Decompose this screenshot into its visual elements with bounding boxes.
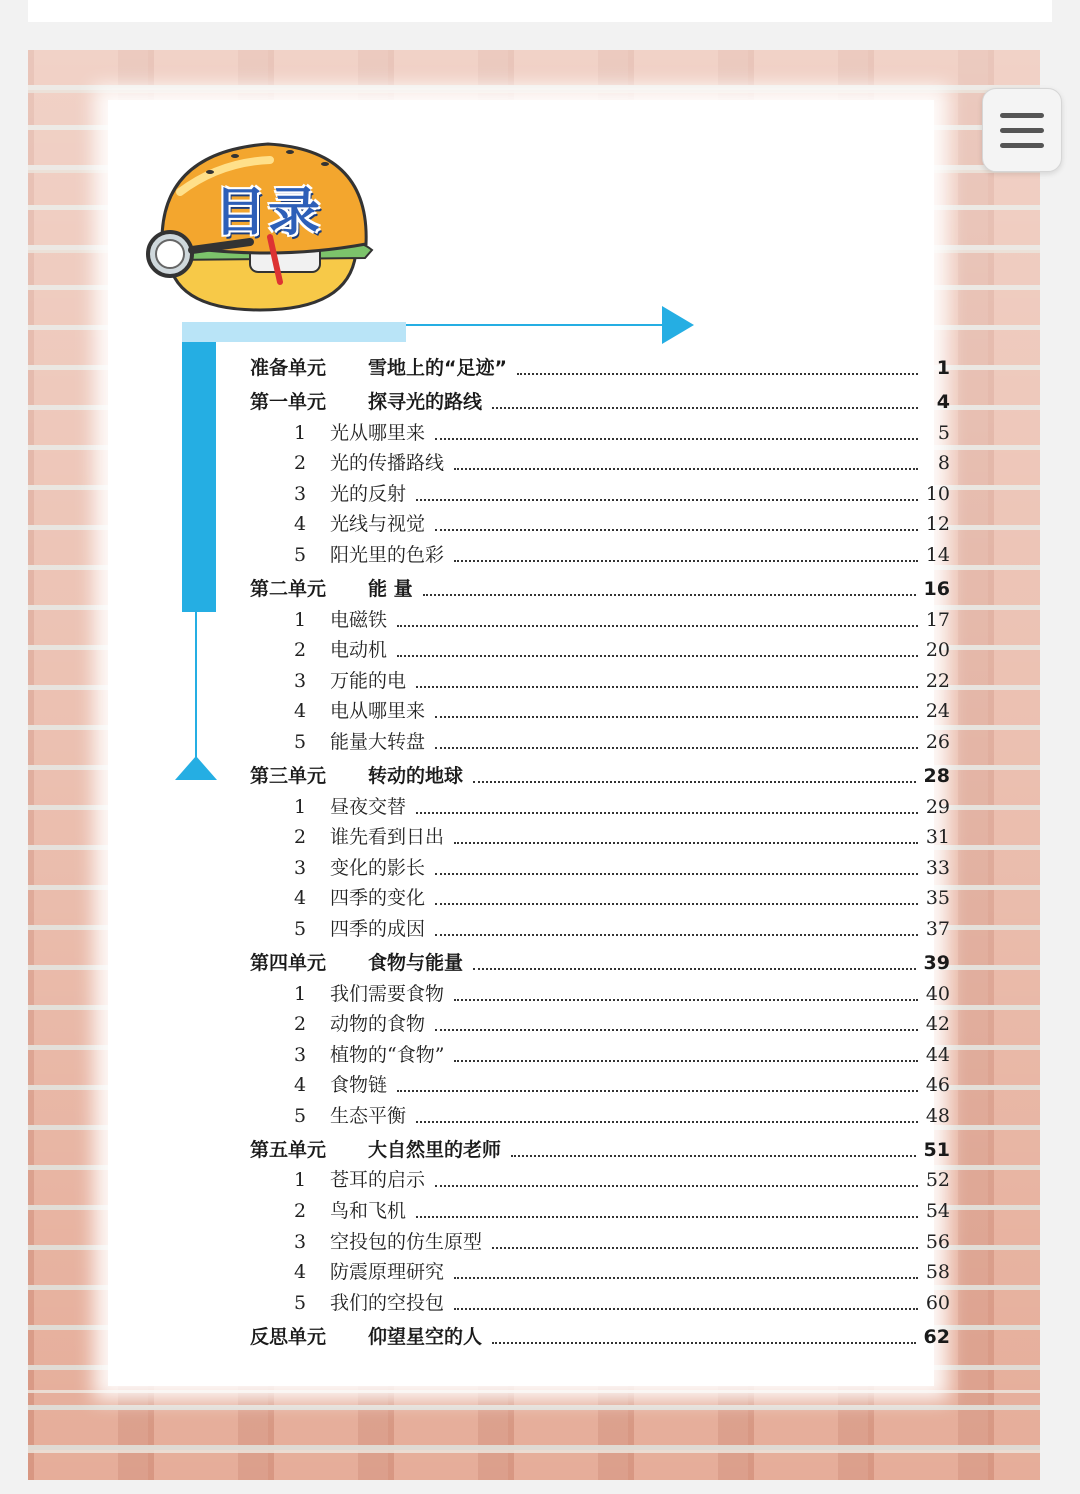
unit-label: 准备单元 [250,357,327,379]
page-number: 60 [925,1291,950,1314]
lesson-number: 3 [294,669,307,692]
unit-label: 第二单元 [250,577,327,600]
page-number: 44 [925,1043,950,1066]
toc-lesson-row[interactable] [250,882,950,913]
lesson-number: 4 [294,1261,307,1284]
page-number: 20 [925,639,950,662]
lesson-title: 四季的变化 [330,887,426,910]
page-number: 48 [925,1104,950,1127]
lesson-title: 我们的空投包 [330,1291,445,1314]
toc-lesson-row[interactable] [250,1008,950,1039]
unit-label: 反思单元 [250,1325,327,1348]
lesson-title: 食物链 [330,1074,388,1097]
lesson-number: 2 [294,1200,307,1223]
toc-lesson-row[interactable] [250,695,950,726]
dot-leader [423,594,916,596]
dot-leader [454,1277,918,1279]
dot-leader [435,1029,918,1031]
dot-leader [397,1090,918,1092]
page-number: 52 [925,1169,950,1192]
dot-leader [397,655,918,657]
lesson-number: 1 [294,421,307,444]
lesson-title: 生态平衡 [330,1104,407,1127]
decor-bar-left [182,342,216,612]
page-number: 42 [925,1013,950,1036]
toc-lesson-row[interactable] [250,1225,950,1256]
table-of-contents [250,348,950,1351]
dot-leader [454,560,918,562]
unit-label: 第五单元 [250,1138,327,1161]
lesson-title: 光从哪里来 [330,421,426,444]
page-number: 12 [925,513,950,536]
dot-leader [473,968,916,970]
toc-unit-row[interactable] [250,1317,950,1351]
toc-lesson-row[interactable] [250,447,950,478]
up-arrow-icon [175,756,217,780]
toc-unit-row[interactable] [250,348,950,382]
dot-leader [435,903,918,905]
lesson-title: 电磁铁 [330,608,388,631]
lesson-title: 昼夜交替 [330,795,407,818]
toc-lesson-row[interactable] [250,821,950,852]
page-number: 16 [923,577,950,600]
lesson-title: 植物的“食物” [330,1043,445,1066]
unit-title: 食物与能量 [368,951,464,974]
lesson-title: 动物的食物 [330,1013,426,1036]
lesson-number: 2 [294,1013,307,1036]
dot-leader [435,934,918,936]
lesson-number: 1 [294,608,307,631]
lesson-number: 4 [294,700,307,723]
toc-unit-row[interactable] [250,943,950,977]
menu-bar [1000,113,1044,118]
toc-unit-row[interactable] [250,569,950,603]
lesson-number: 1 [294,1169,307,1192]
page-number: 5 [937,421,950,444]
dot-leader [397,625,918,627]
page-number: 62 [923,1325,950,1348]
hamburger-menu-icon[interactable] [982,88,1062,172]
unit-title: 雪地上的“足迹” [368,357,507,379]
toc-lesson-row[interactable] [250,634,950,665]
burger-magnifier-logo-icon [140,132,390,322]
lesson-title: 电动机 [330,639,388,662]
dot-leader [435,873,918,875]
unit-label: 第一单元 [250,391,327,413]
toc-lesson-row[interactable] [250,664,950,695]
unit-title: 能 量 [368,577,413,600]
toc-lesson-row[interactable] [250,416,950,447]
dot-leader [454,1060,917,1062]
lesson-title: 防震原理研究 [330,1261,445,1284]
dot-leader [492,1342,916,1344]
page-number: 46 [925,1074,950,1097]
lesson-number: 1 [294,982,307,1005]
page-number: 51 [923,1138,950,1161]
lesson-number: 3 [294,482,307,505]
toc-unit-row[interactable] [250,1130,950,1164]
dot-leader [416,1216,918,1218]
page-number: 29 [925,795,950,818]
lesson-number: 2 [294,826,307,849]
lesson-number: 5 [294,543,307,566]
lesson-number: 2 [294,639,307,662]
lesson-number: 1 [294,795,307,818]
lesson-title: 空投包的仿生原型 [330,1230,483,1253]
dot-leader [473,781,916,783]
lesson-title: 鸟和飞机 [330,1200,407,1223]
unit-label: 第三单元 [250,764,327,787]
dot-leader [416,1121,918,1123]
page-number: 40 [925,982,950,1005]
lesson-title: 我们需要食物 [330,982,445,1005]
toc-lesson-row[interactable] [250,725,950,756]
top-strip [28,0,1052,22]
dot-leader [435,438,918,440]
dot-leader [435,716,918,718]
lesson-number: 5 [294,1291,307,1314]
lesson-number: 5 [294,1104,307,1127]
unit-title: 大自然里的老师 [368,1138,502,1161]
toc-lesson-row[interactable] [250,508,950,539]
page-number: 35 [925,887,950,910]
dot-leader [454,1308,918,1310]
unit-title: 转动的地球 [368,764,464,787]
lesson-number: 4 [294,513,307,536]
toc-lesson-row[interactable] [250,1256,950,1287]
toc-lesson-row[interactable] [250,851,950,882]
lesson-title: 万能的电 [330,669,407,692]
page-number: 8 [937,452,950,475]
page-number: 1 [936,357,950,379]
lesson-number: 4 [294,1074,307,1097]
dot-leader [511,1155,916,1157]
lesson-title: 光线与视觉 [330,513,426,536]
page-number: 4 [936,391,950,413]
page-number: 17 [925,608,950,631]
unit-title: 仰望星空的人 [368,1325,483,1348]
dot-leader [416,812,918,814]
toc-heading: 目录 [213,183,322,243]
page-number: 33 [925,856,950,879]
lesson-title: 变化的影长 [330,856,426,879]
menu-bar [1000,143,1044,148]
toc-lesson-row[interactable] [250,790,950,821]
lesson-title: 谁先看到日出 [330,826,445,849]
page-number: 31 [925,826,950,849]
toc-lesson-row[interactable] [250,1038,950,1069]
lesson-title: 四季的成因 [330,917,426,940]
page-number: 28 [923,764,950,787]
dot-leader [517,373,918,375]
lesson-number: 5 [294,730,307,753]
unit-title: 探寻光的路线 [368,391,483,413]
decor-arrow-line [406,324,668,326]
toc-lesson-row[interactable] [250,1286,950,1317]
toc-lesson-row[interactable] [250,1099,950,1130]
toc-lesson-row[interactable] [250,538,950,569]
toc-lesson-row[interactable] [250,1164,950,1195]
decor-thin-line [195,612,197,758]
dot-leader [454,999,918,1001]
page-number: 56 [925,1230,950,1253]
lesson-number: 3 [294,1043,307,1066]
dot-leader [492,1247,918,1249]
right-arrow-icon [662,306,694,344]
lesson-title: 电从哪里来 [330,700,426,723]
toc-unit-row[interactable] [250,756,950,790]
dot-leader [454,468,918,470]
dot-leader [492,407,918,409]
lesson-title: 光的传播路线 [330,452,445,475]
toc-lesson-row[interactable] [250,912,950,943]
decor-bar-top [182,322,406,342]
menu-bar [1000,128,1044,133]
brick-mortar [28,90,1040,93]
toc-lesson-row[interactable] [250,1069,950,1100]
brick-mortar [28,1450,1040,1453]
lesson-number: 3 [294,1230,307,1253]
page-number: 10 [925,482,950,505]
dot-leader [435,747,918,749]
toc-unit-row[interactable] [250,382,950,416]
dot-leader [435,1185,918,1187]
page-number: 22 [925,669,950,692]
page-number: 24 [925,700,950,723]
page-number: 58 [925,1261,950,1284]
page-number: 37 [925,917,950,940]
dot-leader [454,842,918,844]
dot-leader [435,529,918,531]
dot-leader [416,499,918,501]
page-number: 39 [923,951,950,974]
lesson-title: 苍耳的启示 [330,1169,426,1192]
lesson-title: 光的反射 [330,482,407,505]
lesson-number: 5 [294,917,307,940]
toc-lesson-row[interactable] [250,477,950,508]
lesson-title: 阳光里的色彩 [330,543,445,566]
toc-lesson-row[interactable] [250,603,950,634]
lesson-number: 4 [294,887,307,910]
brick-mortar [28,1390,1040,1393]
lesson-number: 2 [294,452,307,475]
page-number: 14 [925,543,950,566]
toc-lesson-row[interactable] [250,1194,950,1225]
page-number: 54 [925,1200,950,1223]
lesson-number: 3 [294,856,307,879]
lesson-title: 能量大转盘 [330,730,426,753]
dot-leader [416,686,918,688]
unit-label: 第四单元 [250,951,327,974]
toc-lesson-row[interactable] [250,977,950,1008]
page-number: 26 [925,730,950,753]
